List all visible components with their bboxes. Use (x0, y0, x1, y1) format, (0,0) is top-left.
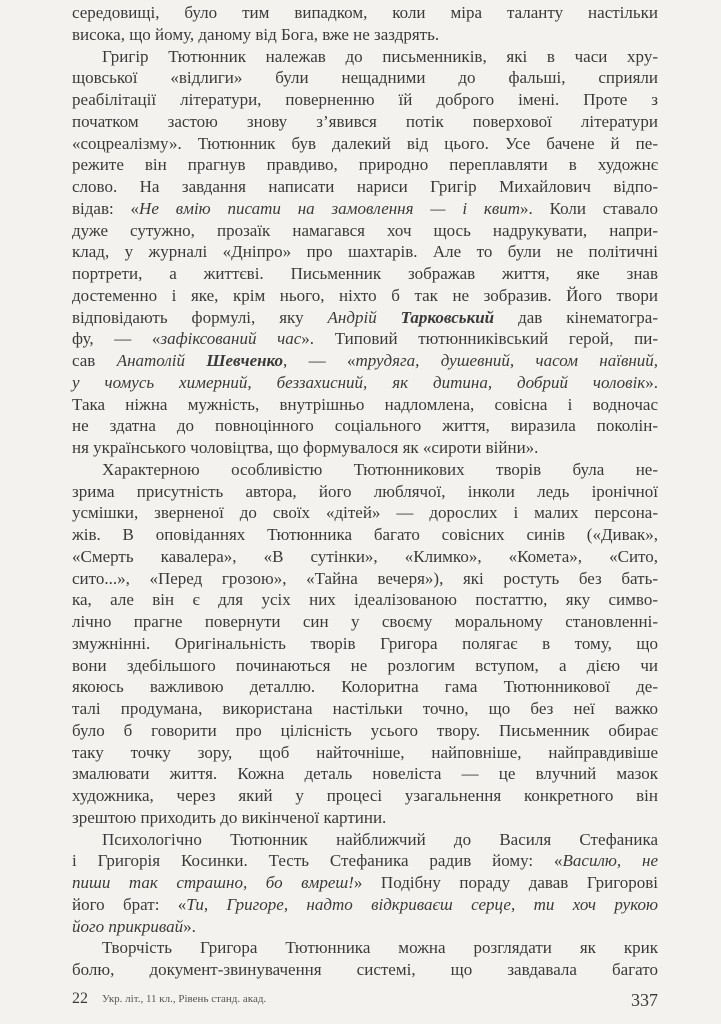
text-segment: зрештою приходить до викінченої картини. (72, 807, 387, 827)
text-line (72, 437, 658, 459)
text-segment: середовищі, було тим випадком, коли міра таланту настільки (72, 3, 658, 22)
text-line (72, 176, 658, 198)
page-footer (72, 990, 658, 1012)
text-line (72, 154, 658, 176)
text-line (72, 394, 658, 416)
emphasized-text: його прикривай (72, 916, 184, 936)
text-line (72, 633, 658, 655)
text-line (72, 676, 658, 698)
text-segment: жів. В оповіданнях Тютюнника багато совісних синів («Дивак», (72, 525, 658, 544)
text-segment: ». (645, 372, 658, 392)
text-line (72, 285, 658, 307)
text-line (72, 2, 658, 24)
text-line (72, 763, 658, 785)
text-line (72, 133, 658, 155)
text-line (72, 916, 658, 938)
text-segment: ». Коли ставало (520, 198, 658, 218)
text-segment: » Подібну пораду давав Григорові (353, 873, 658, 892)
text-segment: змужнінні. Оригінальність творів Григора полягає в тому, що (72, 633, 658, 653)
text-line (72, 46, 658, 68)
text-segment: сито...», «Перед грозою», «Тайна вечеря»), які ростуть без бать- (72, 568, 658, 588)
text-segment: відповідають формулі, яку (72, 307, 328, 327)
text-line (72, 263, 658, 285)
text-line (72, 241, 658, 263)
page-number: 337 (631, 990, 658, 1010)
text-line (72, 198, 658, 220)
text-line (72, 350, 658, 372)
text-segment: сав (72, 351, 117, 370)
text-line (72, 742, 658, 764)
text-line (72, 720, 658, 742)
text-line (72, 220, 658, 242)
text-line (72, 829, 658, 851)
text-segment: Характерною особливістю Тютюнникових творів була не- (102, 459, 658, 479)
text-line (72, 655, 658, 677)
text-segment: вони здебільшого починаються не розлогим вступом, а дією чи (72, 655, 658, 675)
text-line (72, 524, 658, 546)
text-line (72, 611, 658, 633)
text-segment: «соцреалізму». Тютюнник був далекий від цього. Усе бачене й пе- (72, 133, 658, 153)
text-line (72, 698, 658, 720)
text-segment: таку точку зору, щоб найточніше, найповніше, найправдивіше (72, 742, 658, 762)
text-segment: відав: « (72, 198, 140, 218)
text-segment: ». Типовий тютюнниківський герой, пи- (301, 329, 658, 349)
text-segment: дуже сутужно, прозаїк намагався хоч щось надрукувати, напри- (72, 220, 658, 240)
text-line (72, 850, 658, 872)
text-line (72, 89, 658, 111)
text-segment: достеменно і яке, крім нього, ніхто б так не зобразив. Його твори (72, 285, 658, 305)
emphasized-text: Ти, Григоре, надто відкриваєш серце, ти хоч рукою (186, 894, 658, 914)
emphasized-text: Анатолій (116, 351, 207, 370)
text-segment: зрима присутність автора, його люблячої, інколи ледь іронічної (72, 481, 658, 501)
text-segment: клад, у журналі «Дніпро» про шахтарів. Але то були не політичні (72, 242, 658, 262)
text-line (72, 807, 658, 829)
text-segment: ка, але він є для усіх них ідеалізованою постаттю, яку симво- (72, 590, 658, 610)
emphasized-text: трудяга, душевний, часом наївний, (355, 351, 659, 370)
text-segment: висока, що йому, даному від Бога, вже не заздрять. (72, 24, 440, 44)
text-segment: реабілітації літератури, поверненню їй доброго імені. Проте з (72, 90, 658, 109)
text-segment: ». (183, 916, 196, 936)
text-line (72, 372, 658, 394)
text-segment: , — « (283, 351, 356, 370)
text-segment: портрети, а життєві. Письменник зображав життя, яке знав (72, 264, 658, 283)
text-segment: щовської «відлиги» були нещадними до фальші, сприяли (72, 68, 658, 88)
text-segment: початком застою знову з’явився потік поверхової літератури (72, 111, 658, 131)
text-segment: усмішки, зверненої до своїх «дітей» — дорослих і малих персона- (72, 503, 658, 523)
emphasized-text: у чомусь химерний, беззахисний, як дитина, добрий чоловік (72, 372, 646, 392)
emphasized-text: Шевченко (206, 351, 284, 370)
text-segment: Психологічно Тютюнник найближчий до Василя Стефаника (102, 829, 658, 849)
text-segment: Григір Тютюнник належав до письменників, які в часи хру- (102, 46, 658, 66)
text-segment: фу, — « (72, 329, 161, 349)
emphasized-text: Тарковський (400, 307, 495, 327)
emphasized-text: Василю, не (562, 851, 658, 871)
emphasized-text: зафіксований час (160, 329, 302, 349)
text-line (72, 415, 658, 437)
text-segment: «Смерть кавалера», «В сутінки», «Климко», «Комета», «Сито, (72, 546, 658, 566)
text-line (72, 872, 658, 894)
text-segment: слово. На завдання написати нариси Григір Михайлович відпо- (72, 177, 658, 196)
text-segment: ня українського чоловіцтва, що формувалося як «сироти війни». (72, 438, 539, 457)
text-segment: якоюсь важливою деталлю. Колоритна гама Тютюнникової де- (72, 677, 658, 697)
text-line (72, 307, 658, 329)
text-segment: його брат: « (72, 894, 187, 914)
text-line (72, 328, 658, 350)
text-line (72, 785, 658, 807)
text-line (72, 24, 658, 46)
text-segment: лічно прагне повернути син у своєму моральному становленні- (72, 612, 658, 631)
text-line (72, 937, 658, 959)
text-line (72, 568, 658, 590)
text-segment: талі продумана, використана настільки точно, що без неї важко (72, 699, 658, 718)
text-line (72, 894, 658, 916)
text-segment: Така ніжна мужність, внутрішньо надломлена, совісна і водночас (72, 394, 658, 414)
emphasized-text: Андрій (327, 307, 401, 327)
text-segment: дав кінематогра- (494, 307, 659, 327)
text-line (72, 481, 658, 503)
text-line (72, 589, 658, 611)
emphasized-text: Не вмію писати на замовлення — і квит (139, 198, 520, 218)
text-segment: було б говорити про цілісність усього твору. Письменник обирає (72, 720, 658, 740)
text-line (72, 111, 658, 133)
body-text (72, 2, 658, 981)
signature-number: 22 (72, 990, 88, 1007)
emphasized-text: пиши так страшно, бо вмреш! (72, 873, 354, 892)
text-segment: режите він прагнув правдиво, природно переплавляти в художнє (72, 155, 658, 175)
text-segment: болю, документ-звинувачення системі, що завдавала багато (72, 960, 658, 979)
text-line (72, 959, 658, 981)
text-segment: не здатна до повноцінного соціального життя, виразила поколін- (72, 416, 658, 436)
text-line (72, 459, 658, 481)
book-source: Укр. літ., 11 кл., Рівень станд. акад. (102, 993, 267, 1005)
text-line (72, 546, 658, 568)
text-segment: і Григорія Косинки. Тесть Стефаника радив йому: « (72, 851, 563, 871)
text-segment: художника, через який у процесі узагальнення конкретного він (72, 786, 658, 805)
text-line (72, 67, 658, 89)
text-line (72, 502, 658, 524)
text-segment: змалювати життя. Кожна деталь новеліста — це влучний мазок (72, 764, 658, 784)
text-segment: Творчість Григора Тютюнника можна розглядати як крик (102, 938, 658, 958)
